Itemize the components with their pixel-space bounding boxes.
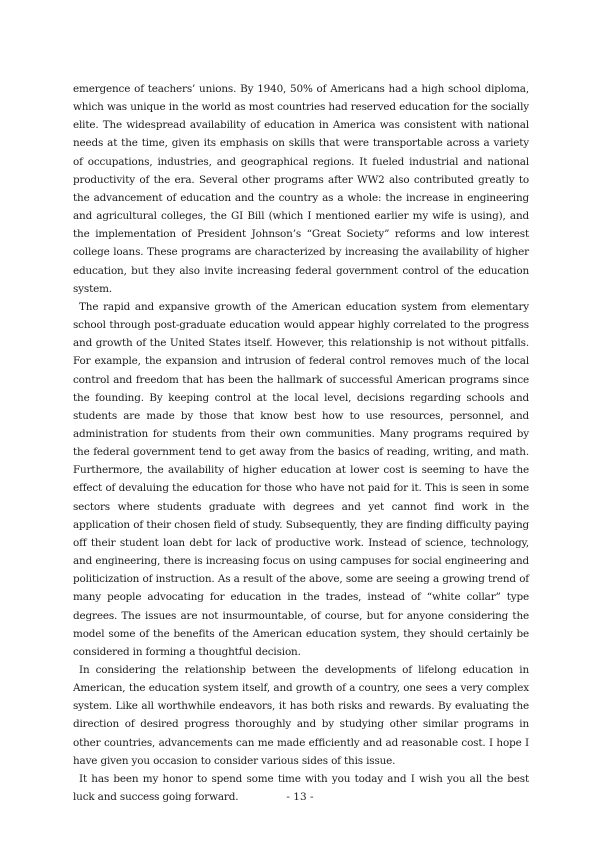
paragraph-growth-and-pitfalls: The rapid and expansive growth of the American education system from elementary school through post-graduate education would appear highly correlated to the progress and growth of the United States itself. However, this relationship is not without pitfalls. For example, the expansion and intrusion of federal control removes much of the local control and freedom that has been the hallmark of successful American programs since the founding. By keeping control at the local level, decisions regarding schools and students are made by those that know best how to use resources, personnel, and administration for students from their own communities. Many programs required by the federal government tend to get away from the basics of reading, writing, and math. Furthermore, the availability of higher education at lower cost is seeming to have the effect of devaluing the education for those who have not paid for it. This is seen in some sectors where students graduate with degrees and yet cannot find work in the application of their chosen field of study. Subsequently, they are finding difficulty paying off their student loan debt for lack of productive work. Instead of science, technology, and engineering, there is increasing focus on using campuses for social engineering and politicization of instruction. As a result of the above, some are seeing a growing trend of many people advocating for education in the trades, instead of “white collar” type degrees. The issues are not insurmountable, of course, but for anyone considering the model some of the benefits of the American education system, they should certainly be considered in forming a thoughtful decision.: [73, 300, 529, 658]
paragraph-closing-remarks: It has been my honor to spend some time with you today and I wish you all the best luck and success going forward.: [73, 772, 529, 804]
paragraph-conclusion: In considering the relationship between the developments of lifelong education in American, the education system itself, and growth of a country, one sees a very complex system. Like all worthwhile endeavors, it has both risks and rewards. By evaluating the direction of desired progress thoroughly and by studying other similar programs in other countries, advancements can me made efficiently and ad reasonable cost. I hope I have given you occasion to consider various sides of this issue.: [73, 664, 529, 767]
paragraph-continuation: emergence of teachers’ unions. By 1940, 50% of Americans had a high school diploma, which was unique in the world as most countries had reserved education for the socially elite. The widespread availability of education in America was consistent with national needs at the time, given its emphasis on skills that were transportable across a variety of occupations, industries, and geographical regions. It fueled industrial and national productivity of the era. Several other programs after WW2 also contributed greatly to the advancement of education and the country as a whole: the increase in engineering and agricultural colleges, the GI Bill (which I mentioned earlier my wife is using), and the implementation of President Johnson’s “Great Society” reforms and low interest college loans. These programs are characterized by increasing the availability of higher education, but they also invite increasing federal government control of the education system.: [73, 83, 529, 295]
page-number: - 13 -: [286, 791, 314, 803]
body-text: [73, 80, 529, 806]
